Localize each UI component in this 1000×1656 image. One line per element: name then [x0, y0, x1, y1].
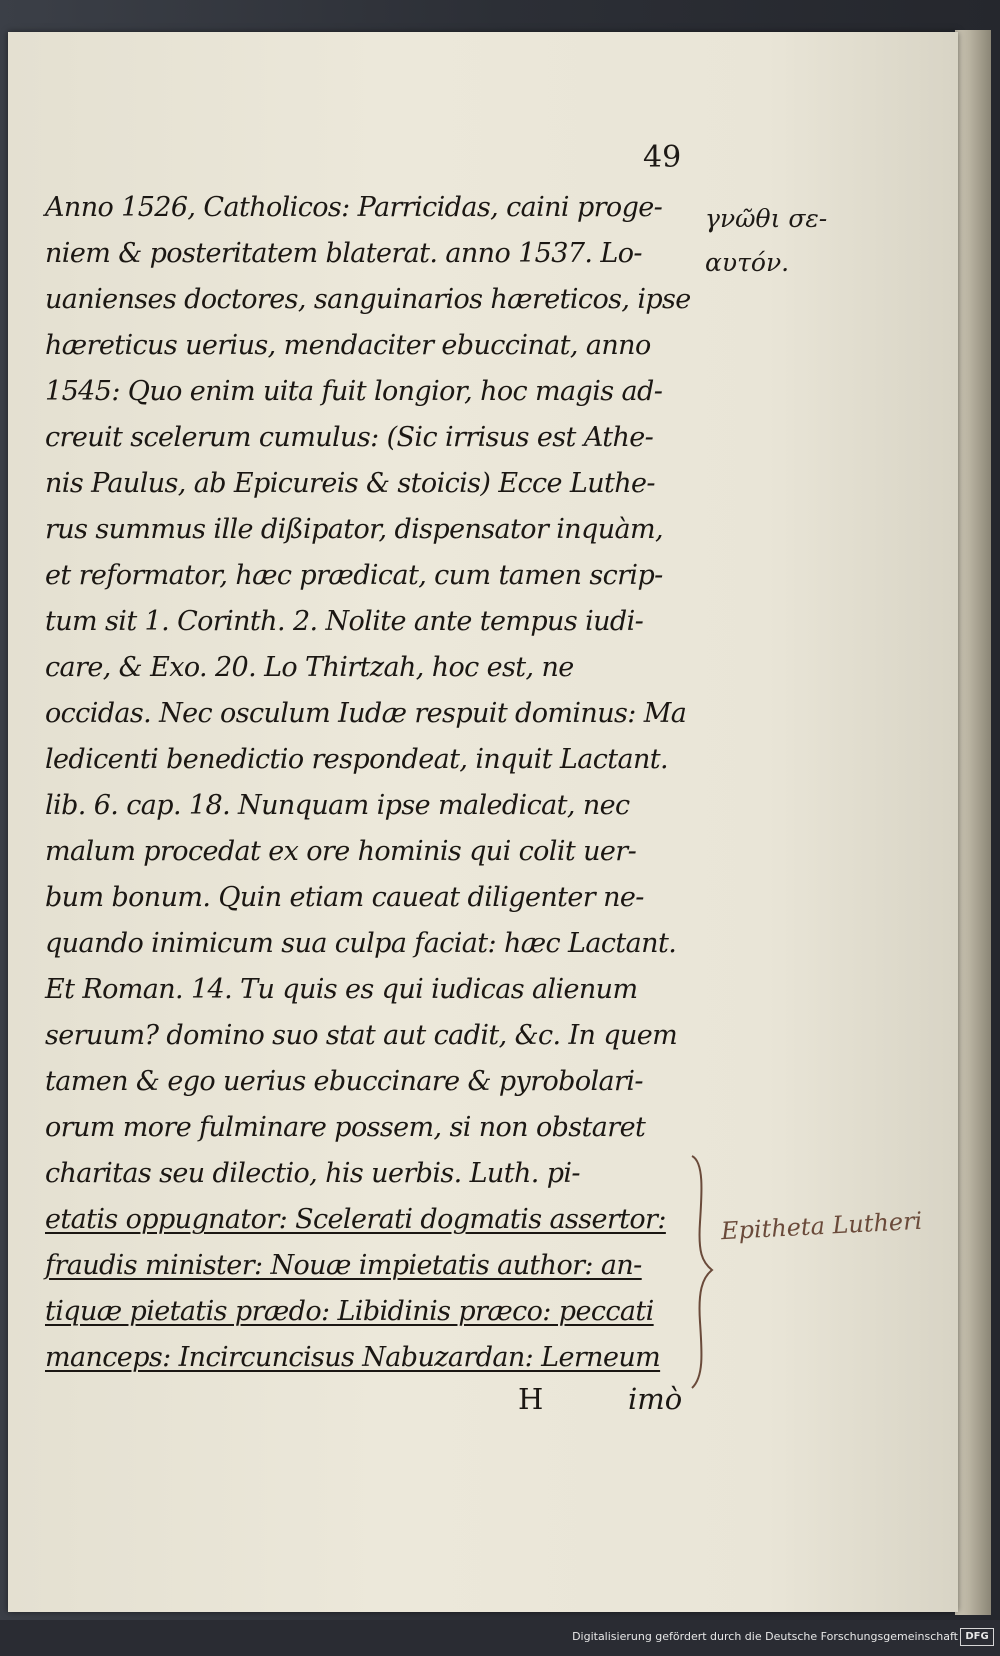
footer-bar	[0, 1620, 1000, 1656]
marginal-greek-line: αυτόν.	[705, 248, 790, 277]
page-edge	[955, 30, 991, 1615]
handwritten-annotation: Epitheta Lutheri	[720, 1206, 923, 1246]
text-line: creuit scelerum cumulus: (Sic irrisus est Athe-	[45, 422, 654, 453]
text-line: uanienses doctores, sanguinarios hæreticos, ipse	[45, 284, 691, 315]
text-line: bum bonum. Quin etiam caueat diligenter ne-	[45, 882, 644, 913]
text-line: malum procedat ex ore hominis qui colit uer-	[45, 836, 637, 867]
text-line: orum more fulminare possem, si non obstaret	[45, 1112, 646, 1143]
book-page	[8, 32, 958, 1612]
text-line: hæreticus uerius, mendaciter ebuccinat, anno	[45, 330, 651, 361]
text-line-underlined: manceps: Incircuncisus Nabuzardan: Lerneum	[45, 1342, 661, 1373]
text-line-underlined: fraudis minister: Nouæ impietatis author: an-	[45, 1250, 642, 1281]
text-line: ledicenti benedictio respondeat, inquit Lactant.	[45, 744, 669, 775]
text-line: nis Paulus, ab Epicureis & stoicis) Ecce Luthe-	[45, 468, 655, 499]
margin-bracket-icon	[688, 1152, 720, 1392]
text-line: charitas seu dilectio, his uerbis. Luth. pi-	[45, 1158, 580, 1189]
page-number: 49	[643, 140, 682, 175]
text-line-underlined: tiquæ pietatis prædo: Libidinis præco: peccati	[45, 1296, 654, 1327]
text-line: seruum? domino suo stat aut cadit, &c. In quem	[45, 1020, 678, 1051]
dfg-logo: DFG	[960, 1628, 994, 1646]
text-line: Anno 1526, Catholicos: Parricidas, caini proge-	[45, 192, 663, 223]
text-line: niem & posteritatem blaterat. anno 1537. Lo-	[45, 238, 642, 269]
catchword: imò	[628, 1382, 683, 1416]
marginal-greek-note	[705, 197, 885, 285]
funding-credit: Digitalisierung gefördert durch die Deutsche Forschungsgemeinschaft	[572, 1630, 958, 1643]
marginal-greek-line: γνῶθι σε-	[705, 204, 828, 233]
text-line: occidas. Nec osculum Iudæ respuit dominus: Ma	[45, 698, 687, 729]
text-line: quando inimicum sua culpa faciat: hæc Lactant.	[45, 928, 677, 959]
text-line: tum sit 1. Corinth. 2. Nolite ante tempus iudi-	[45, 606, 644, 637]
text-line: tamen & ego uerius ebuccinare & pyrobolari-	[45, 1066, 643, 1097]
text-line: Et Roman. 14. Tu quis es qui iudicas alienum	[45, 974, 638, 1005]
text-line-underlined: etatis oppugnator: Scelerati dogmatis assertor:	[45, 1204, 666, 1235]
text-line: et reformator, hæc prædicat, cum tamen scrip-	[45, 560, 663, 591]
text-line: 1545: Quo enim uita fuit longior, hoc magis ad-	[45, 376, 663, 407]
text-line: lib. 6. cap. 18. Nunquam ipse maledicat, nec	[45, 790, 630, 821]
signature-mark: H	[518, 1382, 544, 1416]
text-line: rus summus ille dißipator, dispensator inquàm,	[45, 514, 664, 545]
text-line: care, & Exo. 20. Lo Thirtzah, hoc est, ne	[45, 652, 574, 683]
